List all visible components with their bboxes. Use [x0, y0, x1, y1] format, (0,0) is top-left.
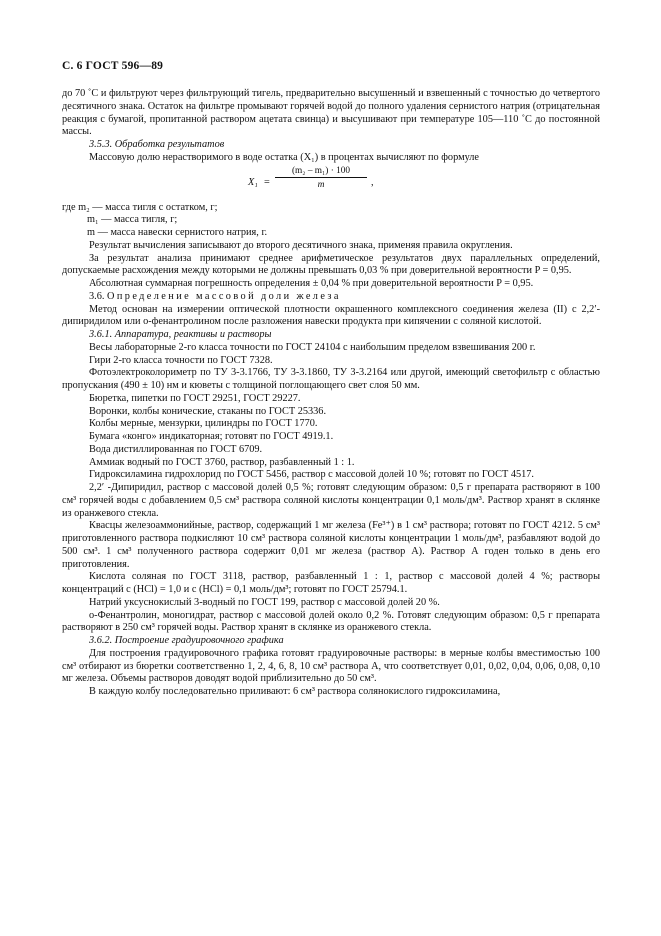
paragraph: Аммиак водный по ГОСТ 3760, раствор, разбавленный 1 : 1.	[89, 456, 355, 468]
paragraph: до 70 ˚С и фильтруют через фильтрующий тигель, предварительно высушенный и взвешенный с точностью до четвертого десятичного знака. Остаток на фильтре промывают горячей водой до полного удаления сернистого натрия (отрицательная реакция с бумагой, пропитанной раствором ацетата свинца) и высушивают при температуре 105—110 ˚С до постоянной массы.	[62, 88, 600, 138]
paragraph: Результат вычисления записывают до второго десятичного знака, применяя правила округления.	[89, 239, 513, 251]
paragraph: Воронки, колбы конические, стаканы по ГОСТ 25336.	[89, 405, 327, 417]
section-title: Определение массовой доли железа	[107, 290, 341, 302]
formula-x1	[62, 166, 600, 200]
paragraph: Для построения градуировочного графика готовят градуировочные растворы: в мерные колбы вместимостью 100 см³ отбирают из бюретки соответственно 1, 2, 4, 6, 8, 10 см³ раствора А, что соответствует 0,01, 0,02, 0,04, 0,06, 0,08, 0,10 мг железа. Объемы растворов доводят водой приблизительно до 50 см³.	[62, 647, 600, 685]
paragraph: Бумага «конго» индикаторная; готовят по ГОСТ 4919.1.	[89, 431, 334, 442]
definition-m: m — масса навески сернистого натрия, г.	[87, 227, 268, 238]
paragraph: о-Фенантролин, моногидрат, раствор с массовой долей около 0,2 %. Готовят следующим образом: 0,5 г препарата растворяют в 250 см³ горячей воды. Раствор хранят в склянке из оранжевого стекла.	[62, 609, 600, 634]
formula-numerator: (m₂ – m₁) · 100	[275, 166, 367, 178]
page-header: С. 6 ГОСТ 596—89	[62, 60, 164, 72]
paragraph: Бюретка, пипетки по ГОСТ 29251, ГОСТ 29227.	[89, 392, 301, 404]
paragraph: Гири 2-го класса точности по ГОСТ 7328.	[89, 354, 273, 366]
paragraph: Вода дистиллированная по ГОСТ 6709.	[89, 443, 263, 455]
formula-lhs: X₁	[248, 176, 258, 188]
definition-m1: m₁ — масса тигля, г;	[87, 214, 178, 226]
paragraph: Кислота соляная по ГОСТ 3118, раствор, разбавленный 1 : 1, раствор с массовой долей 4 %; растворы концентраций c (HCl) = 1,0 и c (HCl) = 0,1 моль/дм³; готовят по ГОСТ 25794.1.	[62, 571, 600, 595]
paragraph: Абсолютная суммарная погрешность определения ± 0,04 % при доверительной вероятности P = 0,95.	[89, 278, 534, 289]
paragraph: В каждую колбу последовательно приливают: 6 см³ раствора солянокислого гидроксиламина,	[89, 686, 501, 697]
formula-equals: =	[264, 176, 270, 188]
paragraph: Колбы мерные, мензурки, цилиндры по ГОСТ 1770.	[89, 418, 318, 430]
formula-denominator: m	[317, 179, 325, 190]
paragraph: Весы лабораторные 2-го класса точности по ГОСТ 24104 с наибольшим пределом взвешивания 200 г.	[89, 341, 536, 353]
formula-fraction	[275, 166, 367, 190]
paragraph: Квасцы железоаммонийные, раствор, содержащий 1 мг железа (Fe³⁺) в 1 см³ раствора; готовят по ГОСТ 4212. 5 см³ приготовленного раствора подкисляют 10 см³ раствора соляной кислоты концентрации 1 моль/дм³, разбавляют водой до 500 см³. 1 см³ полученного раствора содержит 0,01 мг железа (раствор А). Раствор А годен только в день его приготовления.	[62, 520, 600, 570]
section-heading-3-6-2: 3.6.2. Построение градуировочного графика	[89, 635, 284, 646]
paragraph: 2,2′ -Дипиридил, раствор с массовой долей 0,5 %; готовят следующим образом: 0,5 г препарата растворяют в 100 см³ горячей воды с добавлением 0,5 см³ раствора соляной кислоты концентрации 0,1 моль/дм³. Раствор хранят в склянке из оранжевого стекла.	[62, 482, 600, 519]
paragraph: Массовую долю нерастворимого в воде остатка (X₁) в процентах вычисляют по формуле	[89, 151, 479, 163]
paragraph: Метод основан на измерении оптической плотности окрашенного комплексного соединения железа (II) с 2,2′-дипиридилом или о-фенантролином после разложения навески продукта при кипячении с соляной кислотой.	[62, 303, 600, 328]
document-page	[62, 60, 600, 699]
paragraph: Гидроксиламина гидрохлорид по ГОСТ 5456, раствор с массовой долей 10 %; готовят по ГОСТ 4517.	[89, 469, 534, 481]
paragraph: Фотоэлектроколориметр по ТУ 3-3.1766, ТУ 3-3.1860, ТУ 3-3.2164 или другой, имеющий светофильтр с областью пропускания (490 ± 10) нм и кюветы с толщиной поглощающего свет слоя 50 мм.	[62, 367, 600, 391]
definition-m2: где m₂ — масса тигля с остатком, г;	[62, 201, 218, 213]
section-heading-3-5-3: 3.5.3. Обработка результатов	[89, 139, 225, 150]
section-heading-3-6-1: 3.6.1. Аппаратура, реактивы и растворы	[89, 329, 272, 340]
section-number: 3.6.	[89, 290, 105, 302]
formula-comma: ,	[371, 176, 374, 188]
paragraph: Натрий уксуснокислый 3-водный по ГОСТ 199, раствор с массовой долей 20 %.	[89, 596, 440, 608]
variable-definitions	[62, 202, 600, 240]
paragraph: За результат анализа принимают среднее арифметическое результатов двух параллельных определений, допускаемые расхождения между которыми не должны превышать 0,03 % при доверительной вероятности P = 0,95.	[62, 252, 600, 277]
section-heading-3-6	[62, 291, 600, 304]
